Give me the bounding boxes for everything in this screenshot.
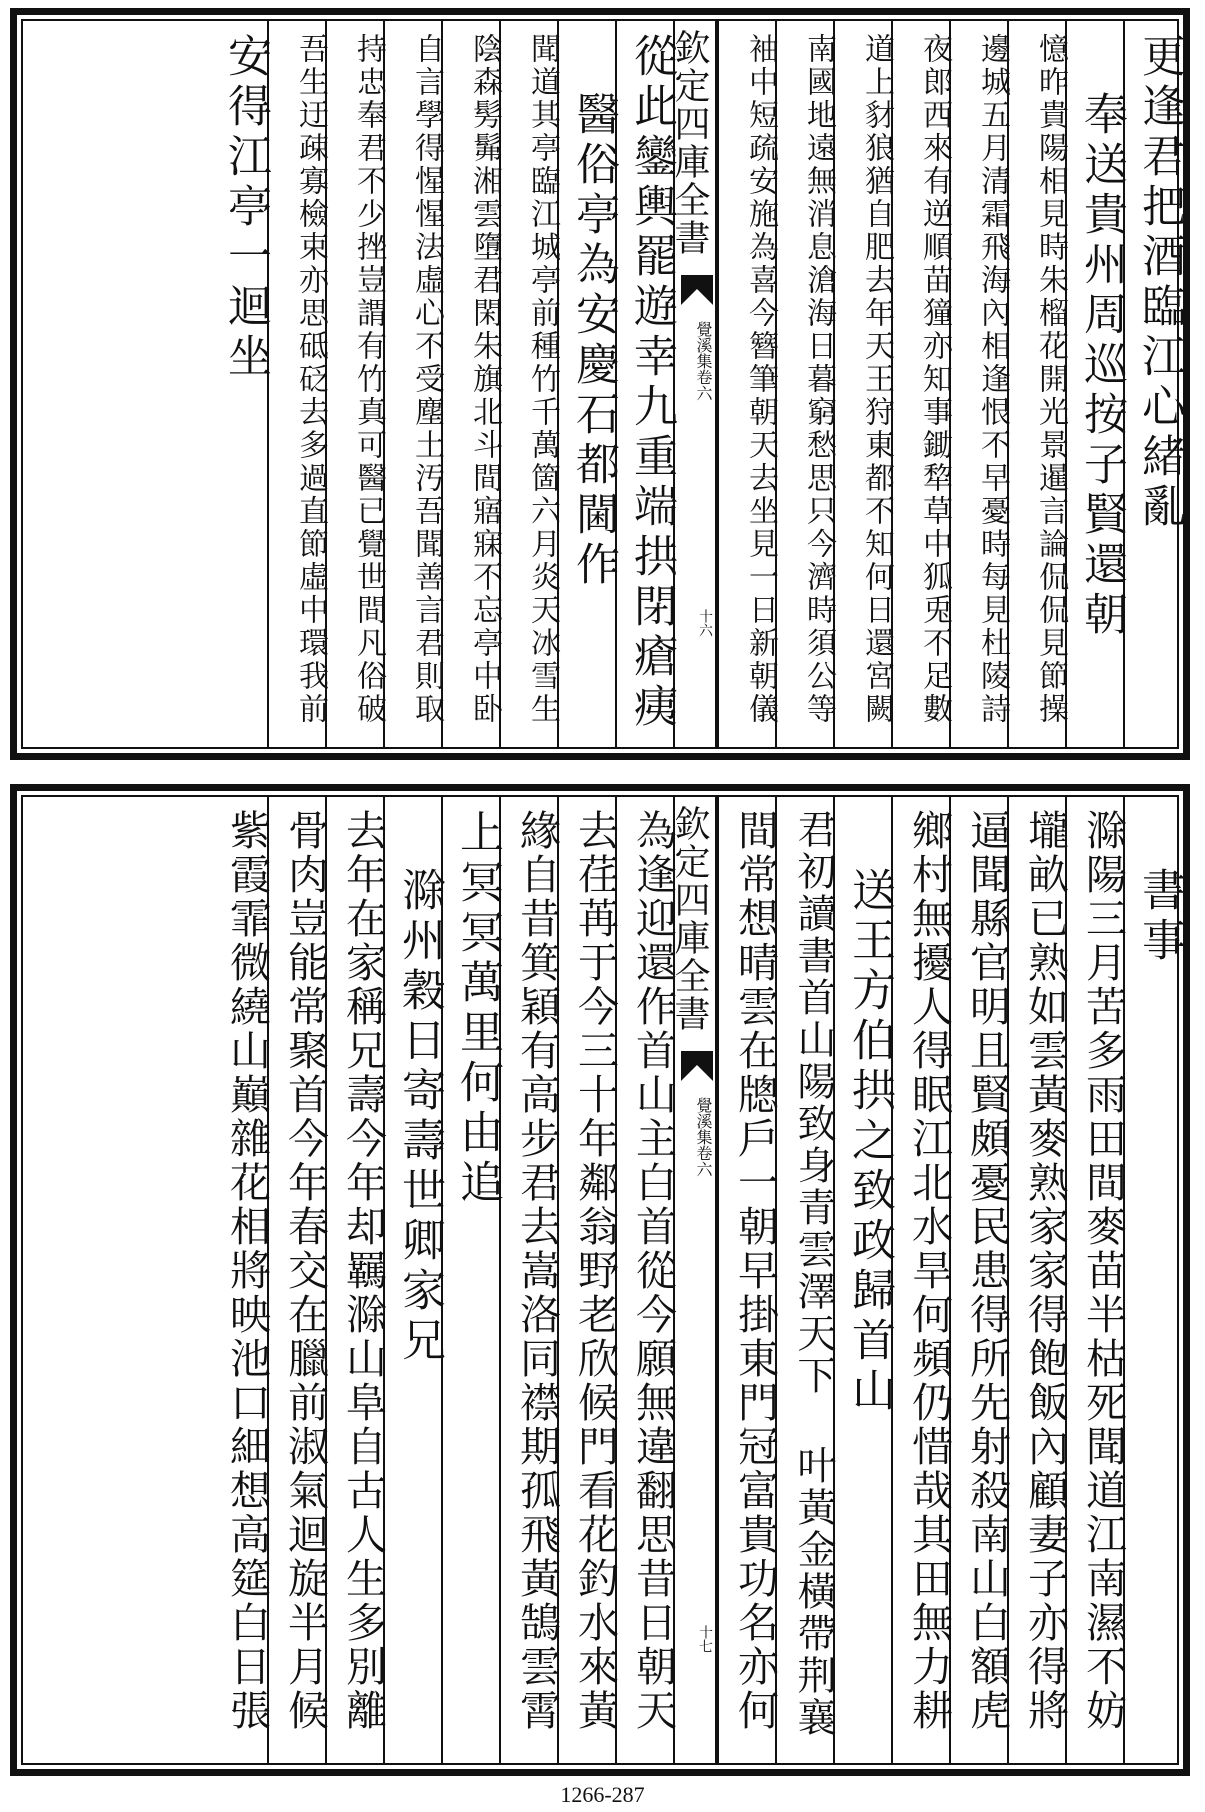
collection-title: 欽定四庫全書 (669, 805, 710, 1033)
text-column (891, 797, 953, 1763)
leaf-number: 十七 (697, 1625, 713, 1653)
text-column (949, 21, 1010, 747)
text-column (383, 21, 444, 747)
juan-number: 卷六 (694, 369, 713, 401)
text-column (557, 21, 619, 747)
text-column (775, 797, 836, 1763)
column-text: 奉送貴州周巡按子賢還朝 (1076, 91, 1127, 641)
column-text: 邊城五月清霜飛海內相逢恨不早憂時每見杜陵詩 (975, 33, 1010, 726)
column-text: 間常想晴雲在牕戶一朝早掛東門冠富貴功名亦何 (731, 809, 779, 1733)
text-column (615, 21, 677, 747)
column-text: 袖中短疏安施為喜今簪筆朝天去坐見一日新朝儀 (743, 33, 778, 726)
column-text: 更逢君把酒臨江心緒亂 (1134, 33, 1185, 533)
bottom-page (10, 784, 1190, 1776)
column-text: 為逢迎還作首山主白首從今願無違翻思昔日朝天 (629, 809, 677, 1733)
juan-number: 卷六 (694, 1145, 713, 1177)
column-text: 聞道其亭臨江城亭前種竹千萬箇六月炎天冰雪生 (525, 33, 560, 726)
text-column (775, 21, 836, 747)
column-text: 壠畝已熟如雲黃麥熟家家得飽飯內顧妻子亦得將 (1021, 809, 1069, 1733)
column-text: 君初讀書首山陽致身青雲澤天下 叶黃金橫帶荆襄 (791, 809, 836, 1739)
column-text: 憶昨貴陽相見時朱榴花開光景暹言論侃侃見節操 (1033, 33, 1068, 726)
text-column (209, 797, 271, 1763)
column-text: 夜郎西來有逆順苗獞亦知事鋤犂草中狐兎不足數 (917, 33, 952, 726)
leaf-number: 十六 (697, 609, 713, 637)
text-column (499, 797, 561, 1763)
centre-fold (669, 21, 717, 747)
text-column (209, 21, 271, 747)
text-column (717, 797, 779, 1763)
text-column (717, 21, 778, 747)
text-column (833, 21, 894, 747)
text-column (557, 797, 619, 1763)
text-column (267, 797, 329, 1763)
centre-fold (669, 797, 717, 1763)
text-column (1123, 21, 1185, 747)
column-text: 紫霞霏微繞山巔雜花相將映池口細想高筵白日張 (223, 809, 271, 1733)
text-column (267, 21, 328, 747)
book-name: 覺溪集 (694, 321, 713, 369)
column-text: 去荏苒于今三十年鄰翁野老欣候門看花釣水來黃 (571, 809, 619, 1733)
book-and-juan-label (675, 321, 715, 401)
column-text: 南國地遠無消息滄海日暮窮愁思只今濟時須公等 (801, 33, 836, 726)
column-text: 逼聞縣官明且賢頗憂民患得所先射殺南山白額虎 (963, 809, 1011, 1733)
column-text: 持忠奉君不少挫豈謂有竹真可醫已覺世間凡俗破 (351, 33, 386, 726)
column-text: 送王方伯拱之致政歸首山 (844, 867, 895, 1417)
text-column (1065, 797, 1127, 1763)
fishtail-mark-icon (681, 275, 713, 305)
column-text: 醫俗亭為安慶石都閫作 (568, 91, 619, 591)
column-text: 安得江亭一迴坐 (220, 33, 271, 383)
bottom-page-frame (21, 795, 1185, 1765)
text-column (949, 797, 1011, 1763)
column-text: 上冥冥萬里何由追 (452, 809, 503, 1209)
text-column (891, 21, 952, 747)
top-page (10, 8, 1190, 760)
column-text: 鄉村無擾人得眠江北水旱何頻仍惜哉其田無力耕 (905, 809, 953, 1733)
text-column (1065, 21, 1127, 747)
column-text: 吾生迂疎寡檢束亦思砥砭去多過直節虛中環我前 (293, 33, 328, 726)
top-page-frame (21, 19, 1185, 749)
text-column (1007, 21, 1068, 747)
book-name: 覺溪集 (694, 1097, 713, 1145)
footer-page-number: 1266-287 (560, 1782, 645, 1807)
column-text: 去年在家稱兄壽今年却羈滁山阜自古人生多別離 (339, 809, 387, 1733)
column-text: 滁州穀日寄壽世卿家兄 (394, 867, 445, 1367)
text-column (1123, 797, 1185, 1763)
text-column (325, 797, 387, 1763)
collection-title: 欽定四庫全書 (669, 29, 710, 257)
column-text: 道上豺狼猶自肥去年天王狩東都不知何日還宮闕 (859, 33, 894, 726)
text-column (833, 797, 895, 1763)
text-column (441, 797, 503, 1763)
column-text: 緣自昔箕穎有高步君去嵩洛同襟期孤飛黃鵠雲霄 (513, 809, 561, 1733)
text-column (441, 21, 502, 747)
column-text: 陰森髣髴湘雲墮君閑朱旗北斗間寤寐不忘亭中卧 (467, 33, 502, 726)
column-text: 書事 (1134, 867, 1185, 967)
text-column (615, 797, 677, 1763)
fishtail-mark-icon (681, 1051, 713, 1081)
book-and-juan-label (675, 1097, 715, 1177)
column-text: 滁陽三月苦多雨田間麥苗半枯死聞道江南濕不妨 (1079, 809, 1127, 1733)
text-column (325, 21, 386, 747)
text-column (499, 21, 560, 747)
text-column (1007, 797, 1069, 1763)
text-column (383, 797, 445, 1763)
column-text: 骨肉豈能常聚首今年春交在臘前淑氣迴旋半月候 (281, 809, 329, 1733)
column-text: 從此鑾輿罷遊幸九重端拱閉瘡痍 (626, 33, 677, 733)
column-text: 自言學得惺惺法虛心不受塵土汚吾聞善言君則取 (409, 33, 444, 726)
